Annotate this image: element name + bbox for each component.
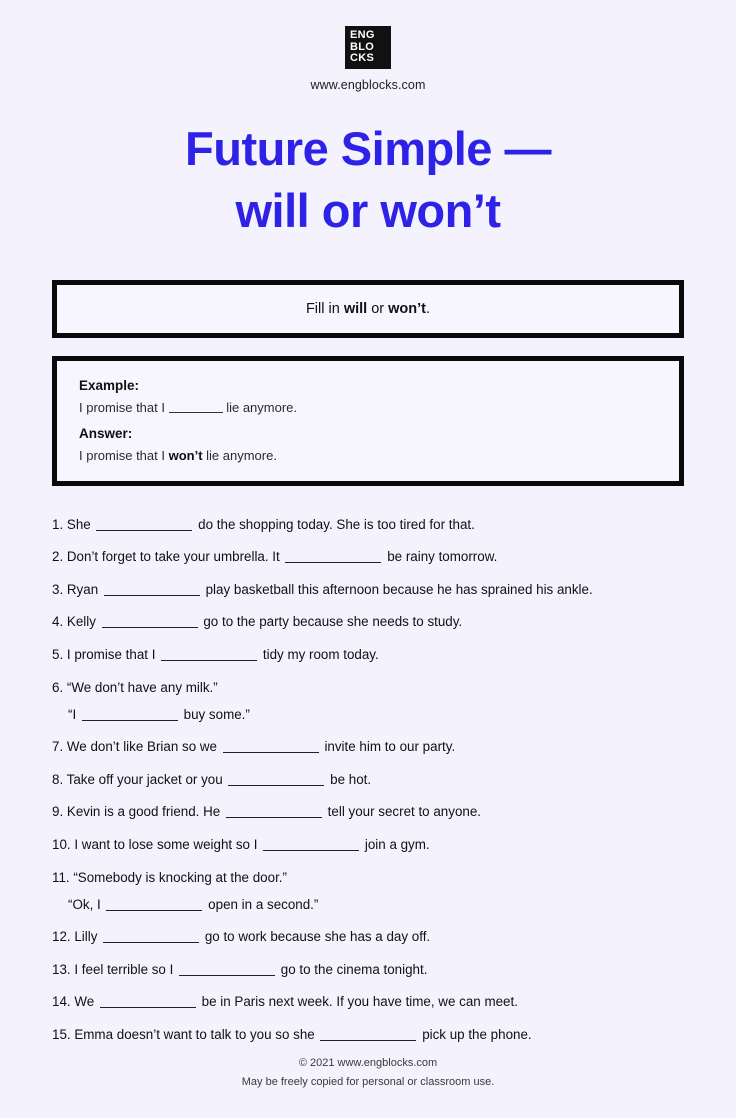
footer-copyright: © 2021 www.engblocks.com (298, 1056, 438, 1069)
question-item (52, 961, 684, 979)
site-url: www.engblocks.com (310, 77, 426, 92)
answer-blank[interactable] (263, 838, 359, 851)
question-sub-line (52, 896, 684, 914)
example-label: Example: (79, 377, 140, 393)
answer-blank[interactable] (106, 898, 202, 911)
answer-sentence-bold: won’t (168, 447, 203, 463)
question-sub-post: buy some.” (179, 706, 250, 722)
question-text-pre: 8. Take off your jacket or you (52, 771, 227, 787)
question-item (52, 613, 684, 631)
instruction-bold-wont: won’t (388, 300, 427, 317)
question-text-post: join a gym. (361, 837, 430, 852)
question-item (52, 803, 684, 821)
question-item (52, 1026, 684, 1044)
question-text-pre: 11. “Somebody is knocking at the door.” (52, 869, 287, 885)
logo-line-1: ENG (350, 29, 375, 41)
page-title-line-1: Future Simple — (185, 121, 551, 175)
question-text-post: tell your secret to anyone. (323, 804, 482, 820)
question-item (52, 993, 684, 1011)
answer-blank[interactable] (226, 805, 322, 818)
answer-blank[interactable] (223, 740, 319, 753)
question-text-pre: 14. We (52, 994, 98, 1010)
question-text-pre: 4. Kelly (52, 614, 100, 630)
instruction-bold-will: will (343, 300, 368, 317)
question-text-pre: 9. Kevin is a good friend. He (52, 804, 224, 820)
question-text-post: play basketball this afternoon because he has sprained his ankle. (201, 581, 593, 597)
footer (0, 1054, 736, 1093)
example-sentence-post: lie anymore. (222, 399, 298, 415)
answer-blank[interactable] (228, 773, 324, 786)
question-item (52, 646, 684, 664)
question-text-post: be in Paris next week. If you have time, we can meet. (197, 994, 518, 1010)
answer-blank[interactable] (179, 963, 275, 976)
question-text-pre: 13. I feel terrible so I (52, 961, 178, 977)
question-item (52, 928, 684, 946)
question-item (52, 581, 684, 599)
question-text-post: pick up the phone. (418, 1027, 532, 1043)
question-item (52, 738, 684, 756)
example-sentence-pre: I promise that I (79, 399, 169, 415)
question-text-pre: 1. She (52, 516, 95, 532)
question-text-post: do the shopping today. She is too tired for that. (194, 516, 475, 532)
answer-sentence-pre: I promise that I (79, 447, 169, 463)
answer-blank[interactable] (103, 930, 199, 943)
page-title (52, 118, 684, 242)
question-text-post: go to the cinema tonight. (277, 961, 428, 977)
example-box (52, 356, 684, 486)
answer-blank[interactable] (102, 615, 198, 628)
answer-blank[interactable] (96, 518, 192, 531)
question-text-pre: 2. Don’t forget to take your umbrella. It (52, 549, 284, 565)
question-text-post: tidy my room today. (259, 646, 379, 662)
question-item (52, 771, 684, 789)
instruction-box (52, 280, 684, 338)
page-title-line-2: will or won’t (235, 183, 501, 237)
question-sub-pre: “I (68, 706, 80, 722)
questions-list (52, 516, 684, 1045)
question-item (52, 516, 684, 534)
answer-blank[interactable] (104, 583, 200, 596)
engblocks-logo-icon (345, 26, 391, 69)
instruction-text (306, 301, 430, 317)
answer-label: Answer: (79, 425, 133, 441)
answer-blank[interactable] (82, 708, 178, 721)
example-sentence (79, 400, 657, 415)
logo-line-3: CKS (350, 52, 375, 64)
question-text-pre: 12. Lilly (52, 929, 102, 945)
question-text-pre: 5. I promise that I (52, 646, 160, 662)
question-sub-post: open in a second.” (204, 896, 319, 912)
answer-blank[interactable] (161, 648, 257, 661)
question-text-pre: 6. “We don’t have any milk.” (52, 679, 218, 695)
answer-blank[interactable] (285, 550, 381, 563)
question-text-post: go to work because she has a day off. (201, 929, 431, 945)
instruction-suffix: . (426, 300, 431, 317)
answer-blank[interactable] (320, 1028, 416, 1041)
question-item (52, 869, 684, 914)
question-text-pre: 7. We don’t like Brian so we (52, 739, 221, 755)
answer-blank[interactable] (100, 995, 196, 1008)
question-text-pre: 3. Ryan (52, 581, 102, 597)
question-text-post: invite him to our party. (320, 739, 456, 755)
question-text-post: be hot. (326, 771, 372, 787)
answer-blank[interactable] (169, 401, 223, 413)
question-item (52, 679, 684, 724)
question-text-pre: 10. I want to lose some weight so I (52, 837, 262, 852)
question-text-pre: 15. Emma doesn’t want to talk to you so she (52, 1027, 319, 1043)
footer-notice: May be freely copied for personal or classroom use. (241, 1075, 495, 1088)
question-text-post: go to the party because she needs to study. (199, 614, 463, 630)
instruction-prefix: Fill in (305, 300, 344, 317)
question-sub-pre: “Ok, I (68, 896, 105, 912)
answer-sentence (79, 448, 657, 463)
answer-sentence-post: lie anymore. (202, 447, 277, 463)
question-text-post: be rainy tomorrow. (383, 549, 498, 565)
question-item (52, 836, 684, 854)
header (52, 0, 684, 92)
question-item (52, 548, 684, 566)
question-sub-line (52, 706, 684, 724)
logo-line-2: BLO (350, 40, 375, 53)
instruction-middle: or (367, 300, 389, 317)
